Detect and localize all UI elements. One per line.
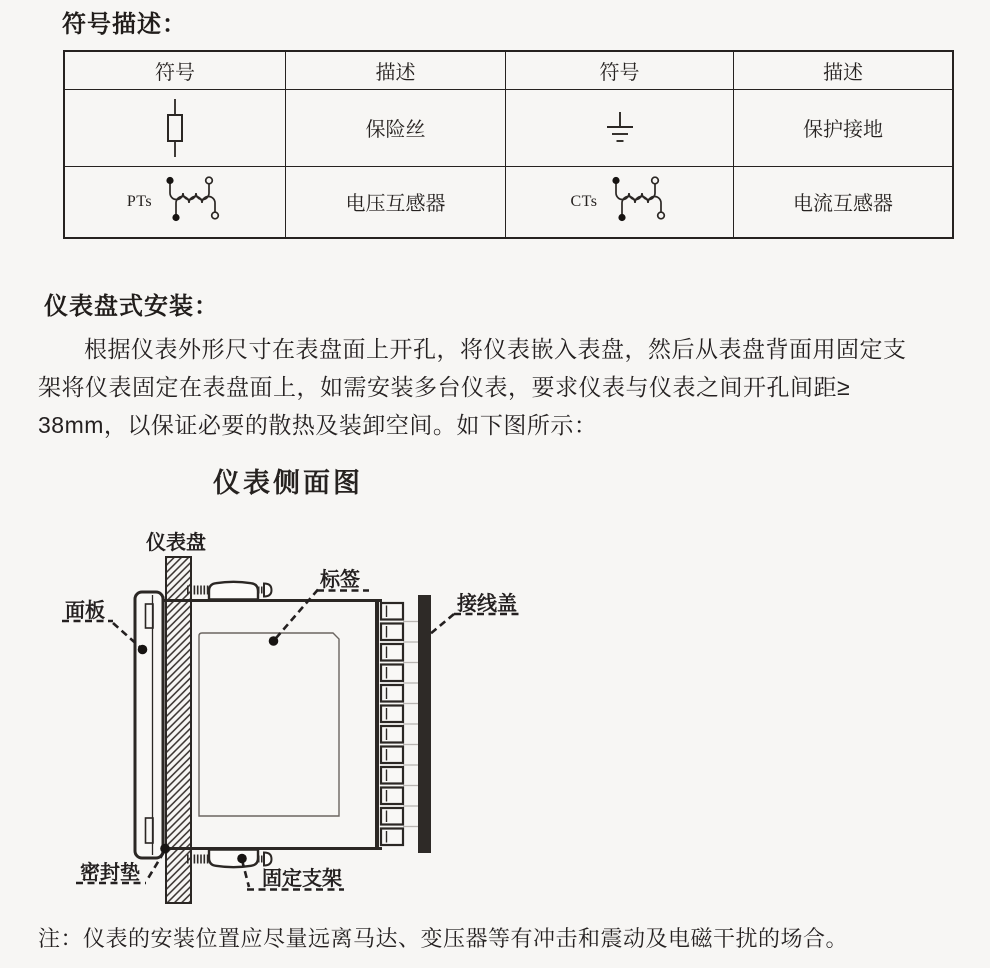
diagram-title: 仪表侧面图	[213, 468, 363, 498]
earth-ground-icon	[506, 110, 733, 146]
symbols-section-heading: 符号描述：	[62, 11, 187, 38]
pt-desc-cell: 电压互感器	[286, 166, 506, 238]
ground-symbol-cell	[506, 89, 734, 166]
pt-label: PTs	[126, 192, 153, 210]
fuse-symbol-cell	[64, 89, 286, 166]
table-row	[64, 89, 953, 166]
paragraph-line: 38mm，以保证必要的散热及装卸空间。如下图所示：	[38, 412, 598, 438]
ct-desc-cell: 电流互感器	[734, 166, 954, 238]
ct-symbol-cell	[506, 166, 734, 238]
paragraph-line: 根据仪表外形尺寸在表盘面上开孔，将仪表嵌入表盘，然后从表盘背面用固定支	[84, 336, 907, 362]
pt-symbol-cell	[64, 166, 286, 238]
panel-board-wall	[166, 557, 191, 903]
label-terminal-cover: 接线盖	[457, 593, 517, 615]
install-note: 注：仪表的安装位置应尽量远离马达、变压器等有冲击和震动及电磁干扰的场合。	[38, 926, 849, 951]
ground-desc-cell: 保护接地	[734, 89, 954, 166]
table-header-row	[64, 51, 953, 89]
terminal-blocks	[381, 603, 418, 845]
col-header-desc-2: 描述	[734, 51, 954, 89]
label-gasket: 密封垫	[80, 862, 140, 884]
fixing-bracket-bottom	[187, 850, 272, 868]
pt-winding-icon	[159, 175, 223, 229]
callout-leader-lines	[62, 590, 522, 890]
label-bracket: 固定支架	[262, 868, 342, 890]
symbol-table	[63, 50, 954, 239]
col-header-desc-1: 描述	[286, 51, 506, 89]
table-row	[64, 166, 953, 238]
ct-winding-icon	[605, 175, 669, 229]
terminal-cover-bar	[418, 595, 431, 853]
paragraph-line: 架将仪表固定在表盘面上，如需安装多台仪表，要求仪表与仪表之间开孔间距≥	[38, 374, 851, 400]
install-section-heading: 仪表盘式安装：	[44, 293, 219, 320]
install-paragraph	[38, 330, 953, 444]
ct-label: CTs	[570, 192, 598, 210]
fuse-desc-cell: 保险丝	[286, 89, 506, 166]
col-header-symbol-1: 符号	[64, 51, 286, 89]
label-sticker-area	[199, 633, 339, 816]
label-panel-board: 仪表盘	[146, 532, 206, 554]
front-panel-bezel	[135, 592, 163, 858]
fuse-icon	[65, 99, 285, 157]
col-header-symbol-2: 符号	[506, 51, 734, 89]
label-front-panel: 面板	[65, 600, 105, 622]
meter-side-view-diagram	[30, 500, 590, 920]
label-sticker: 标签	[320, 569, 360, 591]
fixing-bracket-top	[187, 582, 272, 600]
